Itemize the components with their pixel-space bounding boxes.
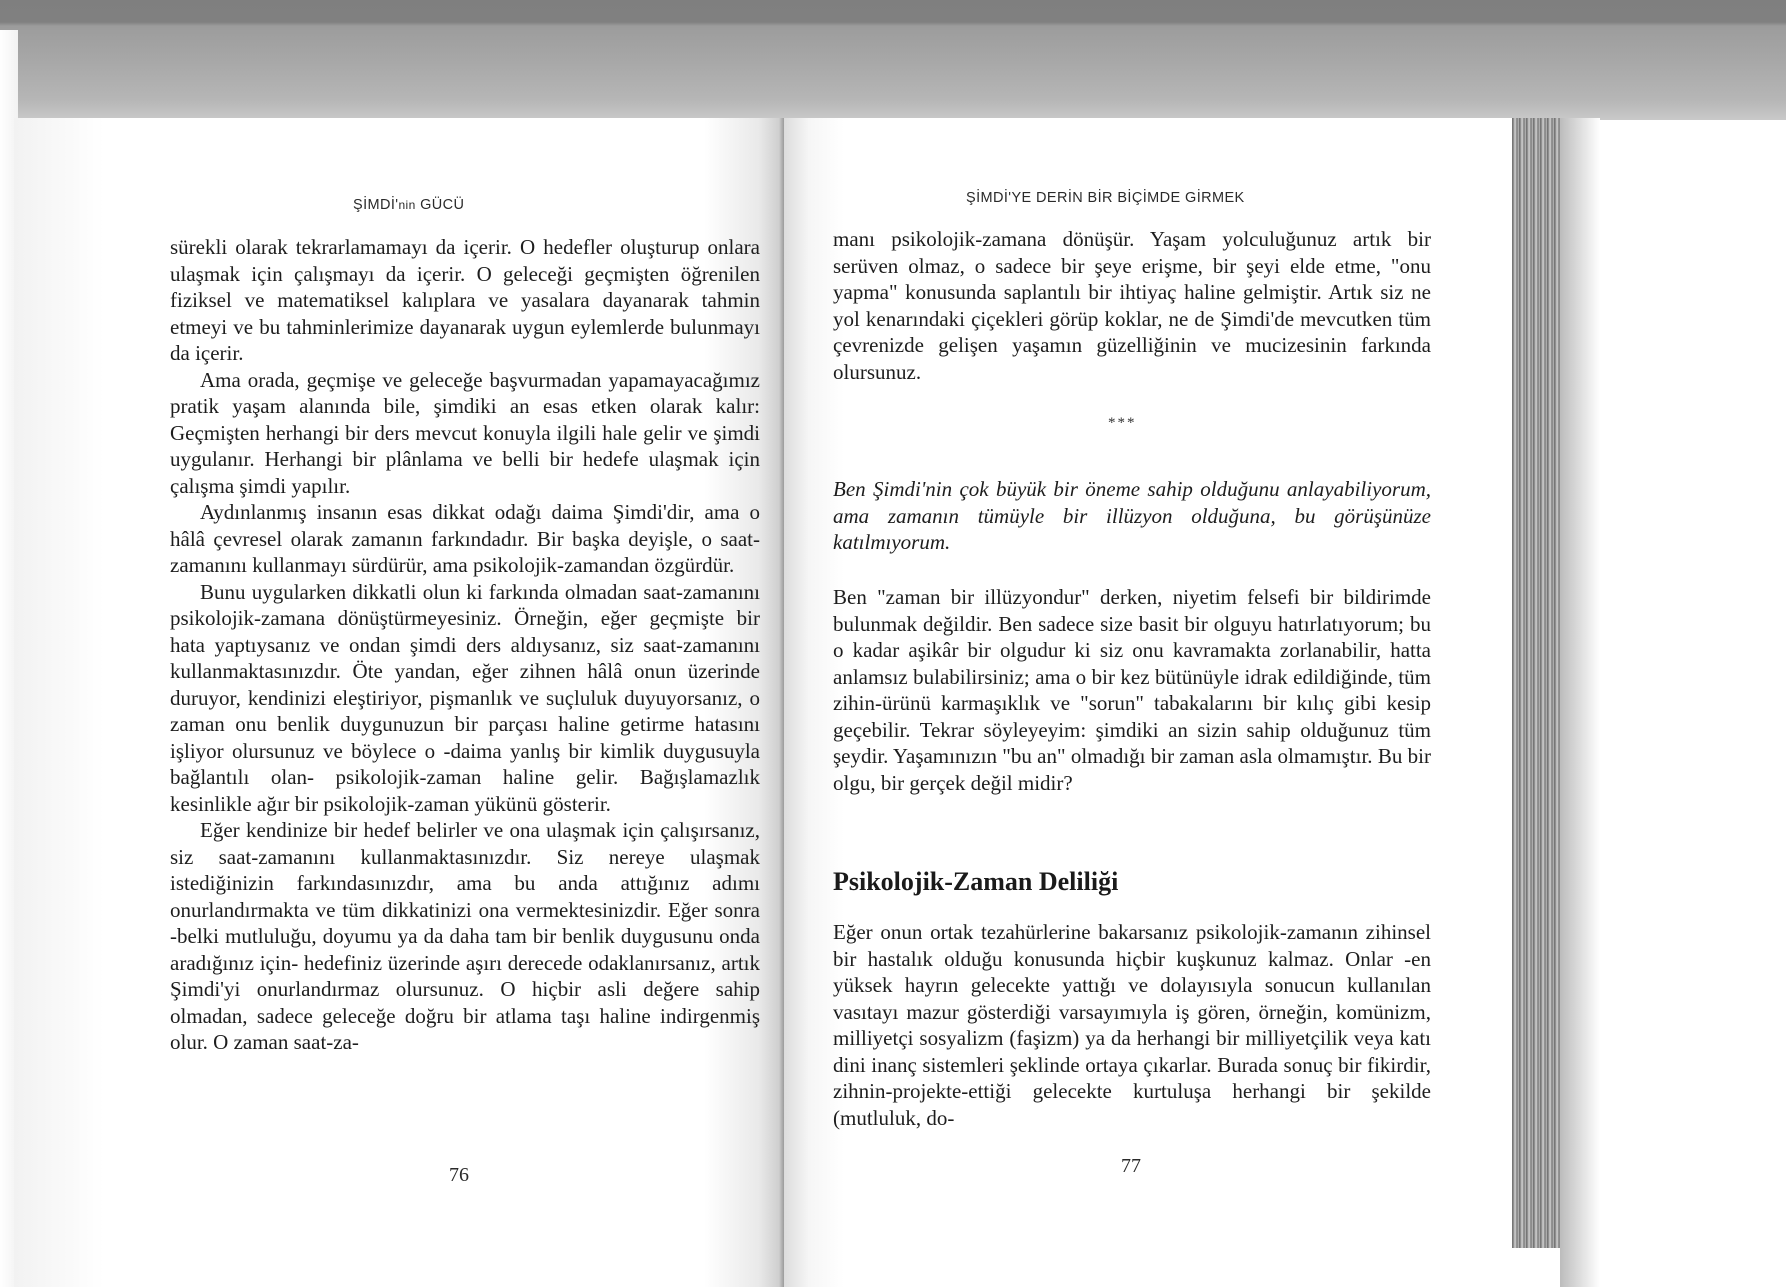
answer-paragraph: Ben "zaman bir illüzyondur" derken, niyetim felsefi bir bildirimde bulunmak değildir. Ben sadece size basit bir olguyu hatırlatıyorum; bu o kadar aşikâr bir olgudur ki siz onu kavramakta zorlanabilir, hatta anlamsız bulabilirsiniz; ama o bir kez bütünüyle idrak edildiğinde, tüm zihin-ürünü karmaşıklık ve "sorun" tabakalarını bir kılıç gibi kesip geçebilir. Tekrar söyleyeyim: şimdiki an sizin sahip olduğunuz tüm şeydir. Yaşamınızın "bu an" olmadığı bir zaman asla olmamıştır. Bu bir olgu, bir gerçek değil midir? bbox=[833, 585, 1431, 795]
question-text bbox=[833, 476, 1431, 556]
book-edge-shadow bbox=[1560, 118, 1600, 1287]
scanner-background bbox=[0, 0, 1786, 120]
left-paragraph-1: sürekli olarak tekrarlamamayı da içerir. O hedefler oluşturup onlara ulaşmak için çalışmayı da içerir. O geleceği geçmişten öğrenilen fiziksel ve matematiksel kalıplara ve yasalara dayanarak tahmin etmeyi ve bu tahminlerimize dayanarak uygun eylemlerde bulunmayı da içerir. bbox=[170, 235, 760, 365]
right-page-number: 77 bbox=[1121, 1155, 1141, 1177]
book-page-edges bbox=[1512, 118, 1560, 1248]
left-paragraph-5: Eğer kendinize bir hedef belirler ve ona ulaşmak için çalışırsanız, siz saat-zamanını kullanmaktasınızdır. Siz nereye ulaşmak istediğinizin farkındasınızdır, ama bu anda attığınız adımı onurlandırmakta ve tüm dikkatinizi ona vermektesinizdir. Eğer sonra -belki mutluluğu, doyumu ya da daha tam bir benlik duygusunu onda aradığınız için- hedefiniz üzerinde aşırı derecede odaklanırsanız, artık Şimdi'yi onurlandırmaz olursunuz. O hiçbir asli değere sahip olmadan, sadece geleceğe doğru bir atlama taşı haline indirgenmiş olur. O zaman saat-za- bbox=[170, 818, 760, 1054]
question-paragraph: Ben Şimdi'nin çok büyük bir öneme sahip olduğunu anlayabiliyorum, ama zamanın tümüyle bir illüzyon olduğuna, bu görüşünüze katılmıyorum. bbox=[833, 477, 1431, 554]
left-page-number: 76 bbox=[449, 1164, 469, 1186]
left-paragraph-4: Bunu uygularken dikkatli olun ki farkında olmadan saat-zamanını psikolojik-zamana dönüştürmeyesiniz. Örneğin, eğer geçmişte bir hata yaptıysanız ve ondan şimdi ders aldıysanız, siz saat-zamanını kullanmaktasınızdır. Öte yandan, eğer zihnen hâlâ onun üzerinde duruyor, kendinizi eleştiriyor, pişmanlık ve suçluluk duyuyorsanız, o zaman onu benlik duygunuzun bir parçası haline getirme hatasını işliyor olursunuz ve böylece o -daima yanlış bir kimlik duygusuyla bağlantılı olan- psikolojik-zaman haline gelir. Bağışlamazlık kesinlikle ağır bir psikolojik-zaman yükünü gösterir. bbox=[170, 579, 760, 816]
left-header-small: nin bbox=[398, 198, 416, 212]
left-header-main: ŞİMDİ' bbox=[353, 197, 399, 213]
left-running-header bbox=[353, 197, 464, 213]
right-running-header: ŞİMDİ'YE DERİN BİR BİÇİMDE GİRMEK bbox=[966, 190, 1245, 206]
left-paragraph-2: Ama orada, geçmişe ve geleceğe başvurmadan yapamayacağımız pratik yaşam alanında bile, şimdiki an esas etken olarak kalır: Geçmişten herhangi bir ders mevcut konuyla ilgili hale gelir ve şimdi uygulanır. Herhangi bir plânlama ve belli bir hedefe ulaşmak için çalışma şimdi yapılır. bbox=[170, 367, 760, 498]
right-paragraph-1: manı psikolojik-zamana dönüşür. Yaşam yolculuğunuz artık bir serüven olmaz, o sadece bir şeye erişme, bir şeyi elde etme, "onu yapma" konusunda saplantılı bir ihtiyaç haline gelmiştir. Artık siz ne yol kenarındaki çiçekleri görüp koklar, ne de Şimdi'de mevcutken tüm çevrenizde gelişen yaşamın güzelliğinin ve mucizesinin farkında olursunuz. bbox=[833, 227, 1431, 384]
right-page-body-bottom bbox=[833, 919, 1431, 1131]
left-paragraph-3: Aydınlanmış insanın esas dikkat odağı daima Şimdi'dir, ama o hâlâ çevresel olarak zamanın farkındadır. Bir başka deyişle, o saat-zamanını kullanmayı sürdürür, ama psikolojik-zamandan özgürdür. bbox=[170, 500, 760, 577]
section-paragraph: Eğer onun ortak tezahürlerine bakarsanız psikolojik-zamanın zihinsel bir hastalık olduğu konusunda hiçbir kuşkunuz kalmaz. Onlar -en yüksek hayrın gelecekte yattığı ve dolayısıyla sonucun kullanılan vasıtayı mazur gösterdiği varsayımıyla iş gören, örneğin, komünizm, milliyetçi sosyalizm (faşizm) ya da herhangi bir milliyetçilik veya katı dini inanç sistemleri şeklinde ortaya çıkarlar. Burada sonuç bir fikirdir, zihnin-projekte-ettiği gelecekte kurtuluşa herhangi bir şekilde (mutluluk, do- bbox=[833, 920, 1431, 1130]
right-page-body-top bbox=[833, 226, 1431, 385]
left-header-rest: GÜCÜ bbox=[415, 197, 465, 213]
section-separator: *** bbox=[1108, 415, 1137, 431]
answer-text bbox=[833, 584, 1431, 796]
left-page-body bbox=[170, 234, 760, 1056]
section-heading: Psikolojik-Zaman Deliliği bbox=[833, 867, 1119, 896]
